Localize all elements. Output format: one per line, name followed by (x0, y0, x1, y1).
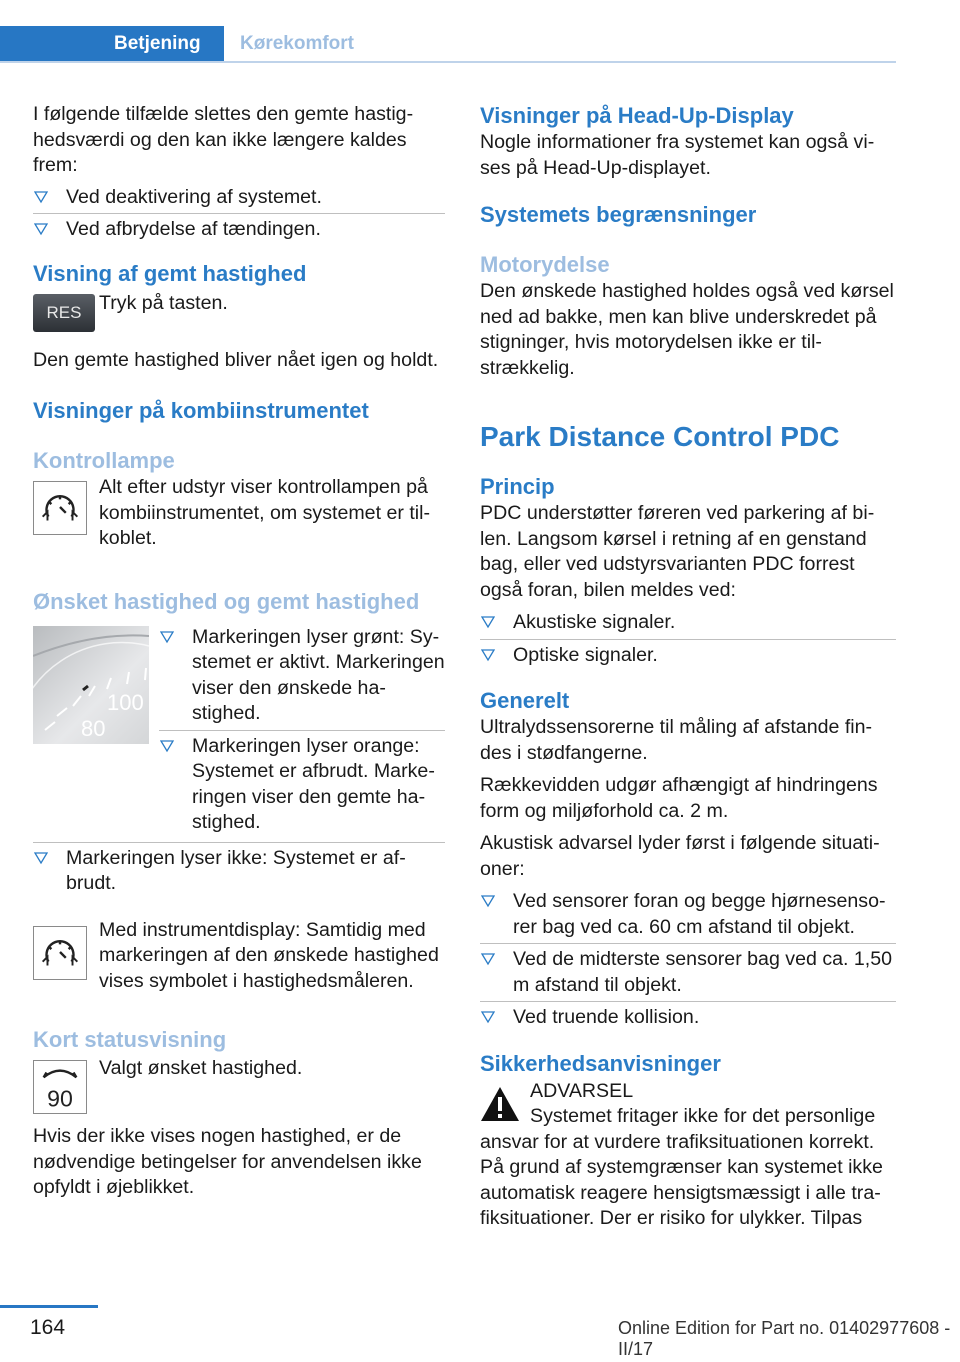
intro-paragraph: I følgende tilfælde slettes den gemte hastighedsværdi og den kan ikke længere kaldes frem: (33, 103, 414, 176)
heading-kontrollampe: Kontrollampe (33, 448, 175, 473)
tab-betjening[interactable]: Betjening (0, 26, 224, 62)
heading-pdc: Park Distance Control PDC (480, 421, 840, 452)
triangle-bullet-icon (481, 648, 495, 662)
gauge-label-100: 100 (107, 689, 144, 715)
list-item: Ved deaktivering af systemet. (33, 182, 445, 214)
triangle-bullet-icon (34, 222, 48, 236)
res-after-text: Den gemte hastighed bliver nået igen og holdt. (33, 348, 439, 371)
list-item: Markeringen lyser grønt: Systemet er aktivt. Markeringen viser den ønskede hastighed. (159, 622, 445, 730)
page-number: 164 (30, 1316, 66, 1339)
heading-kort-statusvisning: Kort statusvisning (33, 1027, 227, 1052)
triangle-bullet-icon (160, 739, 174, 753)
speedometer-indicator-icon (33, 926, 87, 980)
res-row (33, 288, 445, 338)
footer-rule (0, 1305, 98, 1308)
list-item: Ved truende kollision. (480, 1002, 896, 1034)
list-item: Ved de midterste sensorer bag ved ca. 1,50 m afstand til objekt. (480, 944, 896, 1001)
kontrollampe-row (33, 475, 445, 552)
set-speed-value: 90 (47, 1085, 73, 1112)
generelt-p1: Ultralydssensorerne til måling af afstande findes i stødfangerne. (480, 716, 873, 764)
heading-head-up-display: Visninger på Head-Up-Display (480, 103, 794, 128)
princip-text: PDC understøtter føreren ved parkering af bilen. Langsom kørsel i retning af en genstand bag, eller ved udstyrsvarianten PDC forrest også foran, bilen meldes ved: (480, 502, 875, 601)
generelt-bullet-list (480, 886, 896, 1034)
kontrollampe-text: Alt efter udstyr viser kontrollampen på kombiinstrumentet, om systemet er tilkoblet. (99, 476, 431, 549)
triangle-bullet-icon (34, 190, 48, 204)
triangle-bullet-icon (481, 894, 495, 908)
generelt-p3: Akustisk advarsel lyder først i følgende situationer: (480, 832, 880, 880)
list-item: Ved sensorer foran og begge hjørnesensorer bag ved ca. 60 cm afstand til objekt. (480, 886, 896, 943)
warning-text: ansvar for at vurdere trafiksituationen korrekt. På grund af systemgrænser kan systemet ikke automatisk reagere hensigtsmæssigt i alle trafiksituationer. Der er risiko for ulykker. Tilpas (480, 1130, 883, 1229)
tab-divider (0, 61, 896, 63)
kort-status-row (33, 1054, 445, 1116)
heading-motorydelse: Motorydelse (480, 252, 610, 277)
intro-bullet-list (33, 182, 445, 246)
speedometer-indicator-icon (33, 481, 87, 535)
heading-begraensninger: Systemets begrænsninger (480, 202, 757, 227)
heading-princip: Princip (480, 474, 555, 499)
speed-gauge-image (33, 626, 149, 744)
res-button-icon: RES (33, 294, 95, 332)
list-item: Markeringen lyser orange: Systemet er afbrudt. Markeringen viser den gemte hastighed. (159, 731, 445, 839)
hud-text: Nogle informationer fra systemet kan også vises på Head-Up-displayet. (480, 131, 875, 179)
right-column (480, 100, 896, 1232)
instrument-display-text: Med instrumentdisplay: Samtidig med markeringen af den ønskede hastighed vises symbolet i hastighedsmåleren. (99, 918, 439, 992)
list-item: Akustiske signaler. (480, 607, 896, 639)
list-item: Optiske signaler. (480, 640, 896, 672)
list-item: Markeringen lyser ikke: Systemet er afbrudt. (33, 843, 445, 900)
heading-sikkerhedsanvisninger: Sikkerhedsanvisninger (480, 1050, 721, 1076)
heading-generelt: Generelt (480, 688, 570, 713)
heading-onsket-hastighed: Ønsket hastighed og gemt hastighed (33, 588, 420, 614)
triangle-bullet-icon (481, 615, 495, 629)
gauge-label-80: 80 (81, 715, 106, 741)
res-text: Tryk på tasten. (99, 291, 228, 314)
warning-text-lead: Systemet fritager ikke for det personlige (530, 1105, 876, 1127)
warning-triangle-icon (480, 1086, 520, 1122)
gauge-bullet-list (159, 622, 445, 839)
triangle-bullet-icon (481, 952, 495, 966)
gauge-row (33, 622, 445, 839)
triangle-bullet-icon (160, 630, 174, 644)
instrument-display-row (33, 918, 445, 995)
triangle-bullet-icon (34, 851, 48, 865)
left-column (33, 100, 445, 1201)
triangle-bullet-icon (481, 1010, 495, 1024)
status-bullet-list (33, 843, 445, 900)
tab-korekomfort[interactable]: Kørekomfort (240, 33, 355, 54)
heading-visninger-kombi: Visninger på kombiinstrumentet (33, 398, 369, 423)
edition-info: Online Edition for Part no. 01402977608 - II/17 (618, 1318, 951, 1359)
heading-visning: Visning af gemt hastighed (33, 260, 307, 286)
motor-text: Den ønskede hastighed holdes også ved kørsel ned ad bakke, men kan blive underskredet på stigninger, hvis motorydelsen ikke er tilstrækkelig. (480, 280, 894, 379)
kort-status-after: Hvis der ikke vises nogen hastighed, er de nødvendige betingelser for anvendelsen ikke opfyldt i øjeblikket. (33, 1125, 422, 1198)
generelt-p2: Rækkevidden udgør afhængigt af hindringens form og miljøforhold ca. 2 m. (480, 774, 878, 822)
princip-bullet-list (480, 607, 896, 671)
chapter-tabs (0, 26, 960, 62)
warning-row (480, 1078, 896, 1130)
kort-status-text: Valgt ønsket hastighed. (99, 1057, 303, 1079)
set-speed-icon (33, 1060, 87, 1114)
warning-title: ADVARSEL (530, 1079, 634, 1102)
list-item: Ved afbrydelse af tændingen. (33, 214, 445, 246)
